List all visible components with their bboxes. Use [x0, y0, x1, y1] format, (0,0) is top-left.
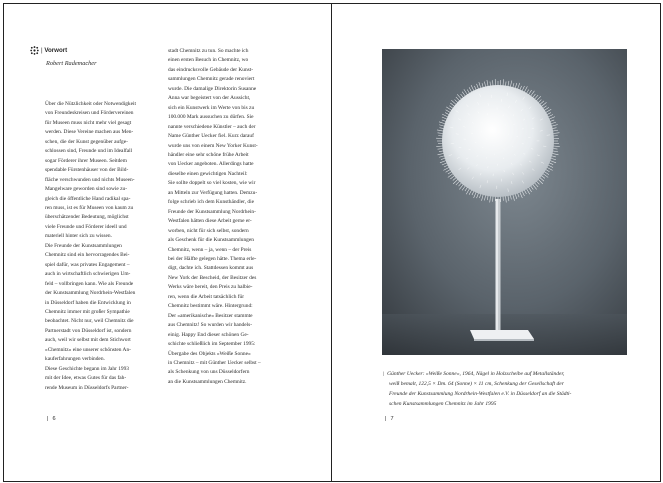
text-line-content: sogar Förderer ihrer Museen. Seitdem — [45, 157, 127, 164]
text-line — [168, 321, 284, 330]
text-line-content: stadt Chemnitz zu tun. So machte ich — [168, 48, 249, 54]
text-line — [45, 251, 161, 260]
text-line-content: überschätzender Bedeutung, möglichst — [45, 214, 129, 221]
artwork-caption — [383, 369, 629, 409]
text-line — [168, 170, 284, 179]
text-line — [168, 302, 284, 311]
text-line — [168, 104, 284, 113]
text-line-content: Freunde der Kunstsammlung Nordrhein- — [168, 208, 256, 215]
text-line — [168, 198, 284, 207]
text-line — [168, 217, 284, 226]
text-line-content: »Chemnitz« eine unserer schönsten An- — [45, 346, 131, 353]
text-line-content: wurde. Die damalige Direktorin Susanne — [168, 85, 257, 92]
text-line — [168, 283, 284, 292]
text-line — [168, 94, 284, 103]
text-line-content: gleich die öffentliche Hand radikal spa- — [45, 195, 131, 202]
text-line — [168, 378, 284, 387]
text-line — [45, 195, 161, 204]
text-line-content: Diese Geschichte begann im Jahr 1993 — [45, 365, 129, 372]
text-line — [168, 264, 284, 273]
text-line-content: händler eine sehr schöne frühe Arbeit — [168, 151, 249, 158]
text-line — [45, 204, 161, 213]
text-line-content: sich ein Kunstwerk im Werte von bis zu — [168, 104, 255, 111]
page-number-right-text: 7 — [390, 416, 394, 422]
text-line-content: spendable Fürstenhäuser von der Bild- — [45, 167, 129, 174]
text-line-content: folge schrieb ich dem Kunsthändler, die — [168, 199, 255, 206]
text-line — [45, 355, 161, 364]
text-line-content: einig. Happy End dieser schönen Ge- — [168, 331, 249, 338]
author-name: Robert Rademacher — [46, 59, 97, 67]
weisse-sonne-image — [382, 49, 627, 355]
text-line — [45, 166, 161, 175]
text-line-content: wurde uns von einem New Yorker Kunst- — [168, 142, 258, 149]
text-line-content: feld – vollbringen kann. Wie als Freunde — [45, 280, 134, 287]
book-spread — [3, 3, 661, 482]
text-line-content: einen ersten Besuch in Chemnitz, wo — [168, 57, 249, 64]
text-line-content: an die Kunstsammlungen Chemnitz. — [168, 378, 247, 385]
text-line — [45, 176, 161, 185]
text-line-content: auch, weil wir selbst mit dem Stichwort — [45, 337, 131, 344]
text-line-content: Sie sollte doppelt so viel kosten, wie wir — [168, 180, 256, 187]
text-line-content: mit der Idee, etwas Gutes für das fah- — [45, 375, 127, 382]
text-line-content: worben, nicht für sich selbst, sondern — [168, 227, 249, 234]
page-gutter-divider — [331, 4, 332, 481]
text-line — [168, 331, 284, 340]
text-line — [383, 369, 629, 379]
text-line-content: in Chemnitz – mit Günther Uecker selbst – — [168, 359, 261, 366]
text-line — [45, 147, 161, 156]
text-line-content: werden. Diese Vereine machen aus Men- — [45, 129, 134, 136]
text-line-content: bei der Hälfte gelegen hätte. Thema erle- — [168, 255, 257, 262]
text-line-content: für Museen muss nicht mehr viel gesagt — [45, 119, 132, 126]
text-line — [45, 232, 161, 241]
text-line — [45, 242, 161, 251]
flower-logo-icon — [30, 46, 39, 55]
text-line — [389, 389, 629, 399]
text-line-content: digt, dachte ich. Stattdessen kommt aus — [168, 265, 254, 272]
text-line — [45, 299, 161, 308]
text-line-content: von Freundeskreisen und Fördervereinen — [45, 110, 134, 117]
text-line — [45, 374, 161, 383]
text-line — [168, 340, 284, 349]
text-line-content: kauferfahrungen verbinden. — [45, 356, 105, 363]
text-line — [45, 327, 161, 336]
text-line — [45, 346, 161, 355]
text-line — [168, 179, 284, 188]
text-line-content: das eindrucksvolle Gebäude der Kunst- — [168, 66, 254, 73]
text-line-content: dieselbe einen gewichtigen Nachteil: — [168, 170, 248, 177]
text-line-content: Chemnitz sind ein hervorragendes Bei- — [45, 252, 130, 259]
text-line — [168, 151, 284, 160]
text-line-content: Der »amerikanische« Besitzer stammte — [168, 312, 253, 319]
text-line — [45, 317, 161, 326]
text-line-content: ren, wenn die Arbeit tatsächlich für — [168, 293, 245, 300]
text-line-content: an Mitteln zur Verfügung hatten. Demzu- — [168, 189, 258, 196]
text-line — [45, 270, 161, 279]
text-line — [168, 227, 284, 236]
text-line — [168, 142, 284, 151]
section-title-text: Vorwort — [44, 47, 68, 54]
text-line-content: beobachtet. Nicht nur, weil Chemnitz die — [45, 318, 134, 325]
text-line — [45, 384, 161, 393]
text-line — [45, 119, 161, 128]
text-line-content: Chemnitz immer mit großer Sympathie — [45, 308, 130, 315]
text-line-content: schen, die der Kunst gegenüber aufge- — [45, 138, 128, 145]
text-line-content: sammlungen Chemnitz gerade renoviert — [168, 76, 255, 83]
text-line — [168, 75, 284, 84]
text-line — [45, 336, 161, 345]
text-line — [168, 293, 284, 302]
text-line — [45, 138, 161, 147]
text-line — [168, 274, 284, 283]
text-line — [45, 128, 161, 137]
text-line-content: Chemnitz, wenn – ja, wenn – der Preis — [168, 246, 252, 253]
text-line — [168, 359, 284, 368]
text-line-content: Mangelware geworden sind sowie zu- — [45, 186, 128, 193]
text-line-content: Partnerstadt von Düsseldorf ist, sondern — [45, 327, 132, 334]
text-line-content: Die Freunde der Kunstsammlungen — [45, 242, 122, 249]
text-line-content: rende Museum in Düsseldorfs Partner- — [45, 384, 129, 391]
text-line-content: Westfalen hätten diese Arbeit gerne er- — [168, 218, 252, 225]
text-line — [168, 189, 284, 198]
text-line — [168, 160, 284, 169]
text-line — [168, 66, 284, 75]
text-line-content: als Schenkung von uns Düsseldorfern — [168, 369, 250, 376]
text-line-content: fläche verschwunden und nichts Museen- — [45, 176, 135, 183]
text-line — [168, 236, 284, 245]
text-line — [168, 85, 284, 94]
text-line-content: Name Günther Uecker fiel. Kurz darauf — [168, 133, 254, 140]
text-line — [389, 379, 629, 389]
text-line-content: schichte schließlich im September 1995: — [168, 341, 256, 348]
text-line — [168, 56, 284, 65]
text-line — [168, 113, 284, 122]
artwork-photo — [382, 49, 627, 355]
text-column-right — [168, 47, 284, 387]
text-line-content: Über die Nützlichkeit oder Notwendigkeit — [45, 101, 137, 107]
text-line-content: materiell hinter sich zu wissen. — [45, 233, 112, 240]
text-line — [45, 213, 161, 222]
text-line-content: weiß bemalt, 122,5 × Dm. 64 (Sonne) × 11 cm, Schenkung der Gesellschaft der — [389, 381, 564, 387]
text-column-left — [45, 100, 161, 393]
section-header — [32, 46, 152, 68]
text-line-content: der Kunstsammlung Nordrhein-Westfalen — [45, 290, 136, 297]
text-line-content: 100.000 Mark aussuchen zu dürfen. Sie — [168, 114, 254, 121]
text-line-content: viele Freunde und Förderer ideell und — [45, 223, 127, 230]
caption-marker: | — [383, 371, 385, 377]
section-title: | Vorwort — [41, 47, 68, 54]
text-line-content: Günther Uecker: »Weiße Sonne«, 1964, Nägel in Holzscheibe auf Metallständer, — [387, 371, 565, 377]
text-line — [389, 399, 629, 409]
text-line — [168, 132, 284, 141]
text-line-content: von Uecker angeboten. Allerdings hatte — [168, 161, 254, 168]
text-line-content: schen Kunstsammlungen Chemnitz im Jahr 1995 — [389, 401, 497, 407]
text-line — [45, 157, 161, 166]
text-line — [45, 289, 161, 298]
text-line-content: in Düsseldorf haben die Entwicklung in — [45, 299, 131, 306]
text-line — [168, 246, 284, 255]
text-line-content: ren muss, ist es für Museen von kaum zu — [45, 204, 134, 211]
text-line-content: New York der Bescheid, der Besitzer des — [168, 274, 257, 281]
text-line-content: Anna war begeistert von der Aussicht, — [168, 95, 251, 102]
text-line — [168, 123, 284, 132]
page-number-left: | 6 — [47, 416, 56, 422]
text-line — [168, 47, 284, 56]
text-line — [168, 208, 284, 217]
text-line — [45, 365, 161, 374]
text-line — [45, 280, 161, 289]
text-line-content: Werks wäre bereit, den Preis zu halbie- — [168, 284, 253, 291]
text-line-content: nannte verschiedene Künstler – auch der — [168, 123, 256, 130]
text-line — [168, 350, 284, 359]
text-line-content: Freunde der Kunstsammlung Nordrhein-Westfalen e.V. in Düsseldorf an die Städti- — [389, 391, 572, 397]
page-number-right: | 7 — [385, 416, 394, 422]
text-line — [45, 223, 161, 232]
text-line-content: aus Chemnitz! So wurden wir handels- — [168, 322, 252, 329]
text-line-content: Chemnitz bestimmt wäre. Hintergrund: — [168, 303, 253, 310]
text-line-content: auch in wirtschaftlich schwierigen Um- — [45, 271, 131, 278]
text-line-content: schlossen sind, Freunde und im Idealfall — [45, 148, 133, 155]
text-line-content: als Geschenk für die Kunstsammlungen — [168, 237, 254, 244]
page-number-left-text: 6 — [52, 416, 56, 422]
text-line — [168, 312, 284, 321]
text-line — [45, 100, 161, 109]
text-line — [168, 368, 284, 377]
text-line — [45, 308, 161, 317]
text-line — [45, 261, 161, 270]
text-line — [45, 109, 161, 118]
text-line — [168, 255, 284, 264]
text-line-content: spiel dafür, was privates Engagement – — [45, 261, 130, 268]
text-line-content: Übergabe des Objekts »Weiße Sonne« — [168, 350, 251, 357]
text-line — [45, 185, 161, 194]
